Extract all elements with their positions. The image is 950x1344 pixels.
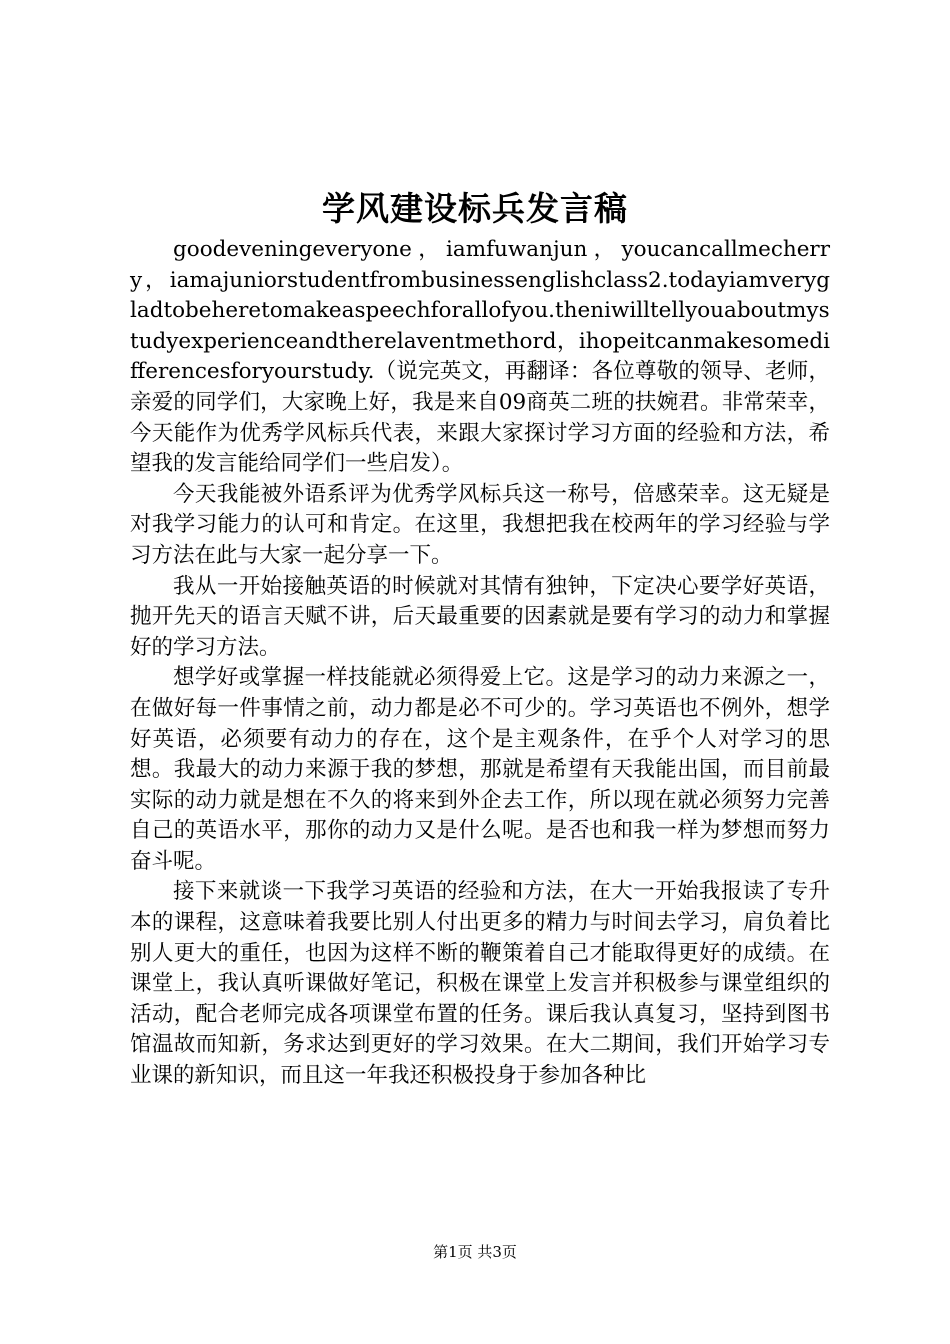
paragraph-english-intro: goodeveningeveryone，iamfuwanjun，youcancallmecherry，iamajuniorstudentfrombusinessenglishclass2.todayiamverygladtobeheretomakeaspeechforallofyou.theniwilltellyouaboutmystudyexperienceandtherelaventmethord，ihopeitcanmakesomedifferencesforyourstudy.（说完英文，再翻译：各位尊敬的领导、老师，亲爱的同学们，大家晚上好，我是来自09商英二班的扶婉君。非常荣幸，今天能作为优秀学风标兵代表，来跟大家探讨学习方面的经验和方法，希望我的发言能给同学们一些启发）。	[130, 237, 830, 477]
paragraph-methods: 接下来就谈一下我学习英语的经验和方法，在大一开始我报读了专升本的课程，这意味着我要比别人付出更多的精力与时间去学习，肩负着比别人更大的重任，也因为这样不断的鞭策着自己才能取得更好的成绩。在课堂上，我认真听课做好笔记，积极在课堂上发言并积极参与课堂组织的活动，配合老师完成各项课堂布置的任务。课后我认真复习，坚持到图书馆温故而知新，务求达到更好的学习效果。在大二期间，我们开始学习专业课的新知识，而且这一年我还积极投身于参加各种比	[130, 879, 830, 1089]
paragraph-interest: 我从一开始接触英语的时候就对其情有独钟，下定决心要学好英语，抛开先天的语言天赋不讲，后天最重要的因素就是要有学习的动力和掌握好的学习方法。	[130, 573, 830, 660]
paragraph-motivation: 想学好或掌握一样技能就必须得爱上它。这是学习的动力来源之一，在做好每一件事情之前，动力都是必不可少的。学习英语也不例外，想学好英语，必须要有动力的存在，这个是主观条件，在乎个人对学习的思想。我最大的动力来源于我的梦想，那就是希望有天我能出国，而目前最实际的动力就是想在不久的将来到外企去工作，所以现在就必须努力完善自己的英语水平，那你的动力又是什么呢。是否也和我一样为梦想而努力奋斗呢。	[130, 665, 830, 874]
document-body	[130, 235, 830, 1092]
page-number-footer: 第1页 共3页	[433, 1243, 517, 1261]
document-title: 学风建设标兵发言稿	[322, 189, 628, 228]
paragraph-honor: 今天我能被外语系评为优秀学风标兵这一称号，倍感荣幸。这无疑是对我学习能力的认可和肯定。在这里，我想把我在校两年的学习经验与学习方法在此与大家一起分享一下。	[130, 481, 830, 568]
